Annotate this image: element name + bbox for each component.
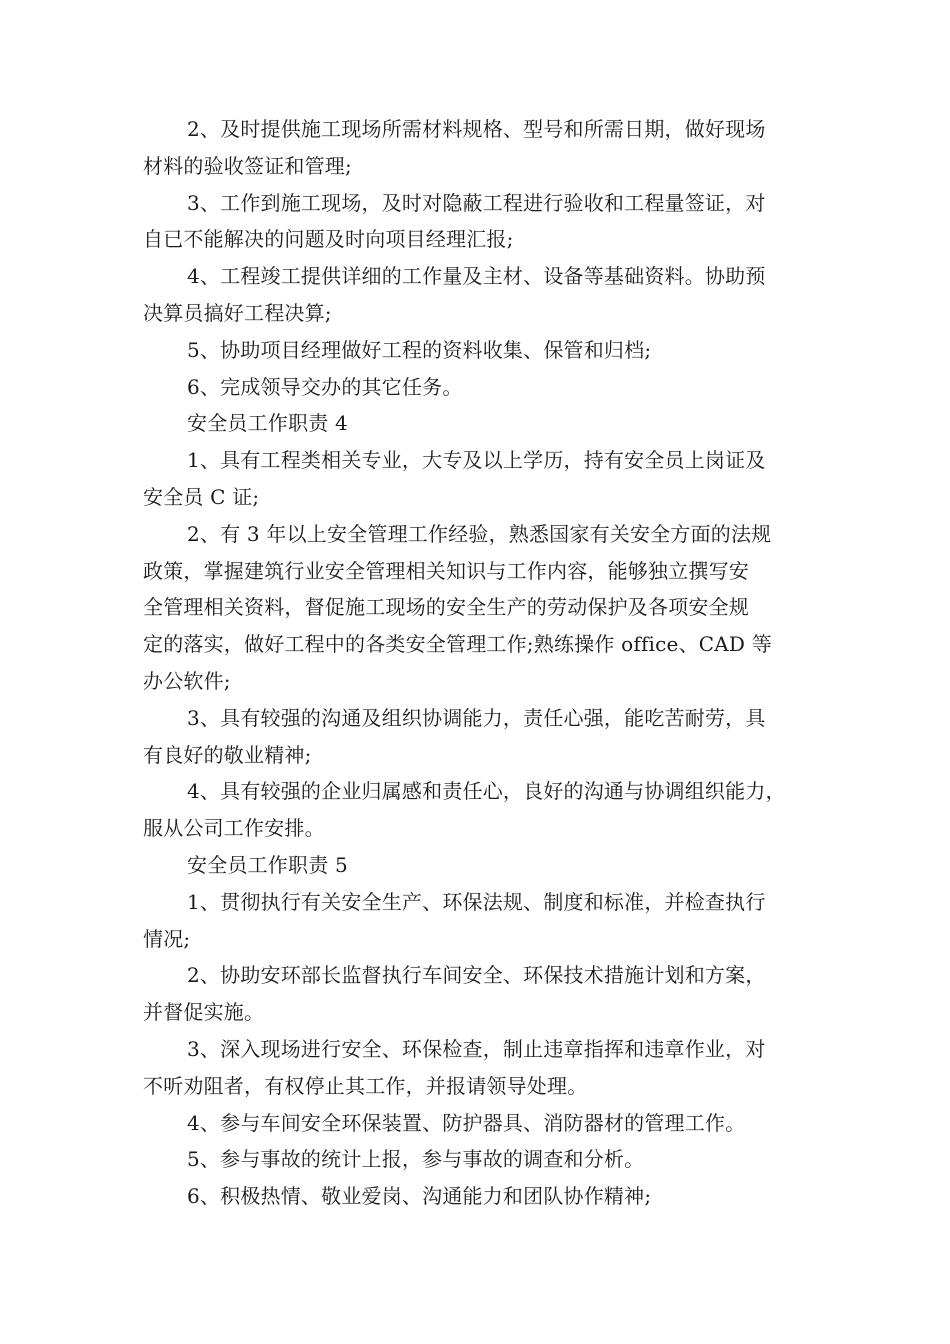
text-line: 自已不能解决的问题及时向项目经理汇报; bbox=[143, 227, 514, 252]
section-heading-4 bbox=[143, 405, 811, 442]
paragraph-s5-item-3 bbox=[143, 1031, 811, 1105]
text-line: 决算员搞好工程决算; bbox=[143, 300, 332, 325]
text-line: 不听劝阻者，有权停止其工作，并报请领导处理。 bbox=[143, 1073, 588, 1098]
text-line: 2、有 3 年以上安全管理工作经验，熟悉国家有关安全方面的法规 bbox=[187, 521, 772, 546]
text-line: 6、积极热情、敬业爱岗、沟通能力和团队协作精神; bbox=[187, 1184, 652, 1209]
text-line: 5、协助项目经理做好工程的资料收集、保管和归档; bbox=[187, 337, 652, 362]
text-line: 有良好的敬业精神; bbox=[143, 742, 312, 767]
text-line: 3、深入现场进行安全、环保检查，制止违章指挥和违章作业，对 bbox=[187, 1036, 766, 1061]
paragraph-s4-item-2 bbox=[143, 516, 811, 700]
document-body bbox=[143, 111, 811, 1215]
paragraph-s5-item-1 bbox=[143, 884, 811, 958]
paragraph-s5-item-5 bbox=[143, 1141, 811, 1178]
paragraph-s5-item-2 bbox=[143, 957, 811, 1031]
text-line: 服从公司工作安排。 bbox=[143, 816, 325, 841]
text-line: 2、及时提供施工现场所需材料规格、型号和所需日期，做好现场 bbox=[187, 117, 766, 141]
text-line: 全管理相关资料，督促施工现场的安全生产的劳动保护及各项安全规 bbox=[143, 595, 749, 620]
text-line: 5、参与事故的统计上报，参与事故的调查和分析。 bbox=[187, 1147, 645, 1172]
text-line: 1、具有工程类相关专业，大专及以上学历，持有安全员上岗证及 bbox=[187, 448, 766, 473]
text-line: 安全员工作职责 5 bbox=[187, 852, 348, 877]
text-line: 定的落实，做好工程中的各类安全管理工作;熟练操作 office、CAD 等 bbox=[143, 632, 772, 657]
paragraph-item-3-site-inspection bbox=[143, 185, 811, 259]
text-line: 材料的验收签证和管理; bbox=[143, 153, 352, 178]
text-line: 情况; bbox=[143, 926, 191, 951]
paragraph-item-6-other-tasks bbox=[143, 369, 811, 406]
text-line: 3、具有较强的沟通及组织协调能力，责任心强，能吃苦耐劳，具 bbox=[187, 705, 766, 730]
text-line: 并督促实施。 bbox=[143, 1000, 265, 1025]
text-line: 2、协助安环部长监督执行车间安全、环保技术措施计划和方案， bbox=[187, 963, 766, 988]
paragraph-item-2-materials bbox=[143, 111, 811, 185]
text-line: 政策，掌握建筑行业安全管理相关知识与工作内容，能够独立撰写安 bbox=[143, 558, 749, 583]
text-line: 4、工程竣工提供详细的工作量及主材、设备等基础资料。协助预 bbox=[187, 264, 766, 289]
paragraph-s5-item-6 bbox=[143, 1178, 811, 1215]
paragraph-item-4-completion-data bbox=[143, 258, 811, 332]
text-line: 3、工作到施工现场，及时对隐蔽工程进行验收和工程量签证，对 bbox=[187, 190, 766, 215]
text-line: 4、参与车间安全环保装置、防护器具、消防器材的管理工作。 bbox=[187, 1110, 746, 1135]
text-line: 安全员 C 证; bbox=[143, 484, 260, 509]
paragraph-s5-item-4 bbox=[143, 1105, 811, 1142]
paragraph-s4-item-4 bbox=[143, 773, 811, 847]
paragraph-s4-item-3 bbox=[143, 700, 811, 774]
text-line: 安全员工作职责 4 bbox=[187, 411, 348, 436]
paragraph-item-5-archives bbox=[143, 332, 811, 369]
text-line: 6、完成领导交办的其它任务。 bbox=[187, 374, 463, 399]
paragraph-s4-item-1 bbox=[143, 442, 811, 516]
section-heading-5 bbox=[143, 847, 811, 884]
text-line: 4、具有较强的企业归属感和责任心，良好的沟通与协调组织能力， bbox=[187, 779, 786, 804]
text-line: 办公软件; bbox=[143, 668, 231, 693]
text-line: 1、贯彻执行有关安全生产、环保法规、制度和标准，并检查执行 bbox=[187, 889, 766, 914]
